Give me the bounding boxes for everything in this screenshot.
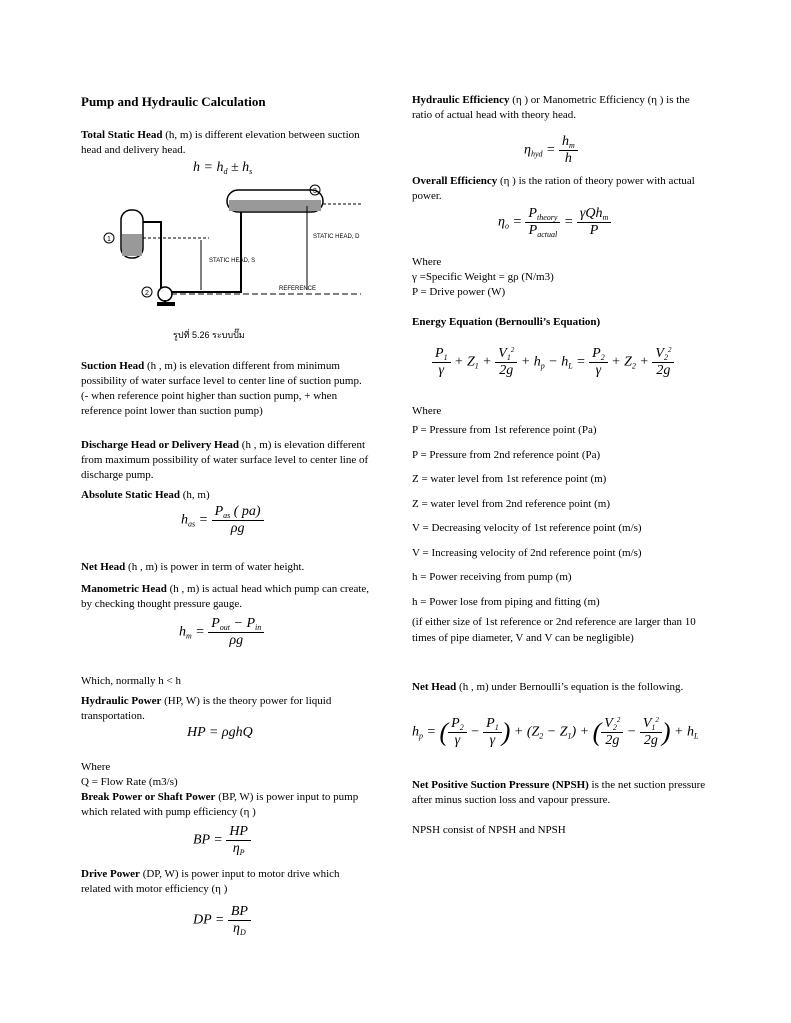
text: (h , m) is power in term of water height. [125, 561, 305, 573]
term: Net Positive Suction Pressure (NPSH) [412, 779, 589, 791]
figure-caption: รูปที่ 5.26 ระบบปั๊ม [173, 330, 245, 340]
break-power-paragraph [81, 790, 371, 820]
term: Total Static Head [81, 129, 163, 141]
gamma-definition: γ =Specific Weight = gρ (N/m3) [412, 271, 554, 283]
definition-item: h = Power receiving from pump (m) [412, 571, 572, 583]
energy-equation-heading: Energy Equation (Bernoulli’s Equation) [412, 316, 601, 328]
term: Hydraulic Power [81, 695, 162, 707]
npsh-paragraph [412, 778, 712, 808]
text: (η ) is the ration of theory power with actual power. [412, 175, 695, 202]
definition-item: Z = water level from 2nd reference point (m) [412, 497, 611, 510]
drive-power-paragraph [81, 867, 371, 897]
where-label-1: Where [412, 256, 442, 268]
equation-net-head: $h_p$ = ( $\frac{P_2}{\gamma}$ − $\frac{P_1}{\gamma}$ ) + $(Z_2 - Z_1)$ + ( $\frac{V_2^2}{2g}$ − $\frac{V_1^2}{2g}$ ) + $h_L$ [412, 716, 699, 748]
manometric-head-paragraph [81, 582, 371, 612]
text: (h , m) under Bernoulli’s equation is the following. [456, 681, 684, 693]
definition-item: h = Power lose from piping and fitting (m) [412, 595, 600, 608]
negligible-note: (if either size of 1st reference or 2nd reference are larger than 10 times of pipe diameter, V and V can be negligible) [412, 616, 696, 644]
term: Net Head [412, 681, 457, 693]
which-line: Which, normally h < h [81, 675, 181, 687]
text: (h , m) is actual head which pump can create, by checking thought pressure gauge. [81, 583, 370, 610]
text: (HP, W) is the theory power for liquid transportation. [81, 695, 332, 722]
label-three: 3 [313, 188, 317, 195]
definition-item: P = Pressure from 1st reference point (Pa) [412, 424, 597, 436]
term: Suction Head [81, 360, 145, 372]
label-static-head-d: STATIC HEAD, D [313, 234, 360, 240]
equation-manometric-head: $h_m$ = $\frac{P_{out} - P_{in}}{\rho g}$ [179, 616, 264, 649]
text: (h, m) is different elevation between suction head and delivery head. [81, 129, 360, 156]
q-definition: Q = Flow Rate (m3/s) [81, 776, 178, 788]
text: (BP, W) is power input to pump which related with pump efficiency (η ) [81, 791, 359, 818]
label-one: 1 [107, 236, 111, 243]
definition-item: V = Increasing velocity of 2nd reference point (m/s) [412, 546, 642, 559]
term: Discharge Head or Delivery Head [81, 439, 240, 451]
label-static-head-s: STATIC HEAD, S [209, 258, 256, 264]
equation-total-head: $h = h_d \pm h_s$ [193, 160, 253, 176]
overall-efficiency-paragraph [412, 174, 712, 204]
pump-system-figure [99, 182, 361, 342]
term: Manometric Head [81, 583, 167, 595]
term: Hydraulic Efficiency [412, 94, 510, 106]
text: (h , m) is elevation different from maximum possibility of water surface level to center line of discharge pump. [81, 439, 369, 481]
absolute-static-head-heading [81, 488, 371, 503]
term: Overall Efficiency [412, 175, 498, 187]
definition-item: V = Decreasing velocity of 1st reference point (m/s) [412, 522, 642, 534]
where-label-2: Where [412, 405, 442, 417]
total-static-head-paragraph [81, 128, 371, 158]
p-definition: P = Drive power (W) [412, 286, 506, 298]
text: (DP, W) is power input to motor drive which related with motor efficiency (η ) [81, 868, 340, 895]
equation-drive-power: DP = $\frac{BP}{\eta_D}$ [193, 904, 251, 937]
where-label: Where [81, 761, 111, 773]
equation-hydraulic-efficiency: $\eta_{hyd}$ = $\frac{h_m}{h}$ [524, 134, 578, 167]
label-reference: REFERENCE [279, 286, 317, 292]
definition-item: P = Pressure from 2nd reference point (Pa) [412, 448, 601, 461]
equation-absolute-head: $h_{as}$ = $\frac{P_{as} ( pa)}{\rho g}$ [181, 504, 264, 537]
discharge-head-paragraph [81, 438, 371, 483]
hydraulic-efficiency-paragraph [412, 93, 712, 123]
equation-bernoulli: $\frac{P_1}{\gamma}$ + $Z_1$ + $\frac{V_1^2}{2g}$ + $h_p - h_L$ = $\frac{P_2}{\gamma}$ + $Z_2$ + $\frac{V_2^2}{2g}$ [432, 346, 674, 379]
equation-break-power: BP = $\frac{HP}{\eta_P}$ [193, 824, 251, 857]
hydraulic-power-paragraph [81, 694, 371, 724]
variable-definitions-list [412, 418, 712, 614]
text: (h , m) is elevation different from minimum possibility of water surface level to center line of suction pump. (- when reference point higher than suction pump, + when reference point lower than suction pump) [81, 360, 362, 417]
suction-head-paragraph [81, 359, 371, 419]
text: (η ) or Manometric Efficiency (η ) is the ratio of actual head with theory head. [412, 94, 690, 121]
text: (h, m) [180, 489, 210, 501]
term: Break Power or Shaft Power [81, 791, 216, 803]
term: Absolute Static Head [81, 489, 180, 501]
equation-overall-efficiency: $\eta_o$ = $\frac{P_{theory}}{P_{actual}}$ = $\frac{\gamma Qh_m}{P}$ [498, 206, 611, 239]
npsh-consist-line: NPSH consist of NPSH and NPSH [412, 824, 566, 836]
label-two: 2 [145, 290, 149, 297]
definition-item: Z = water level from 1st reference point (m) [412, 473, 607, 485]
equation-hydraulic-power: HP = ρghQ [187, 725, 253, 740]
term: Drive Power [81, 868, 140, 880]
page-title: Pump and Hydraulic Calculation [81, 94, 266, 109]
term: Net Head [81, 561, 126, 573]
net-head-bernoulli-paragraph [412, 680, 712, 695]
text: is the net suction pressure after minus suction loss and vapour pressure. [412, 779, 706, 806]
net-head-paragraph [81, 560, 371, 575]
